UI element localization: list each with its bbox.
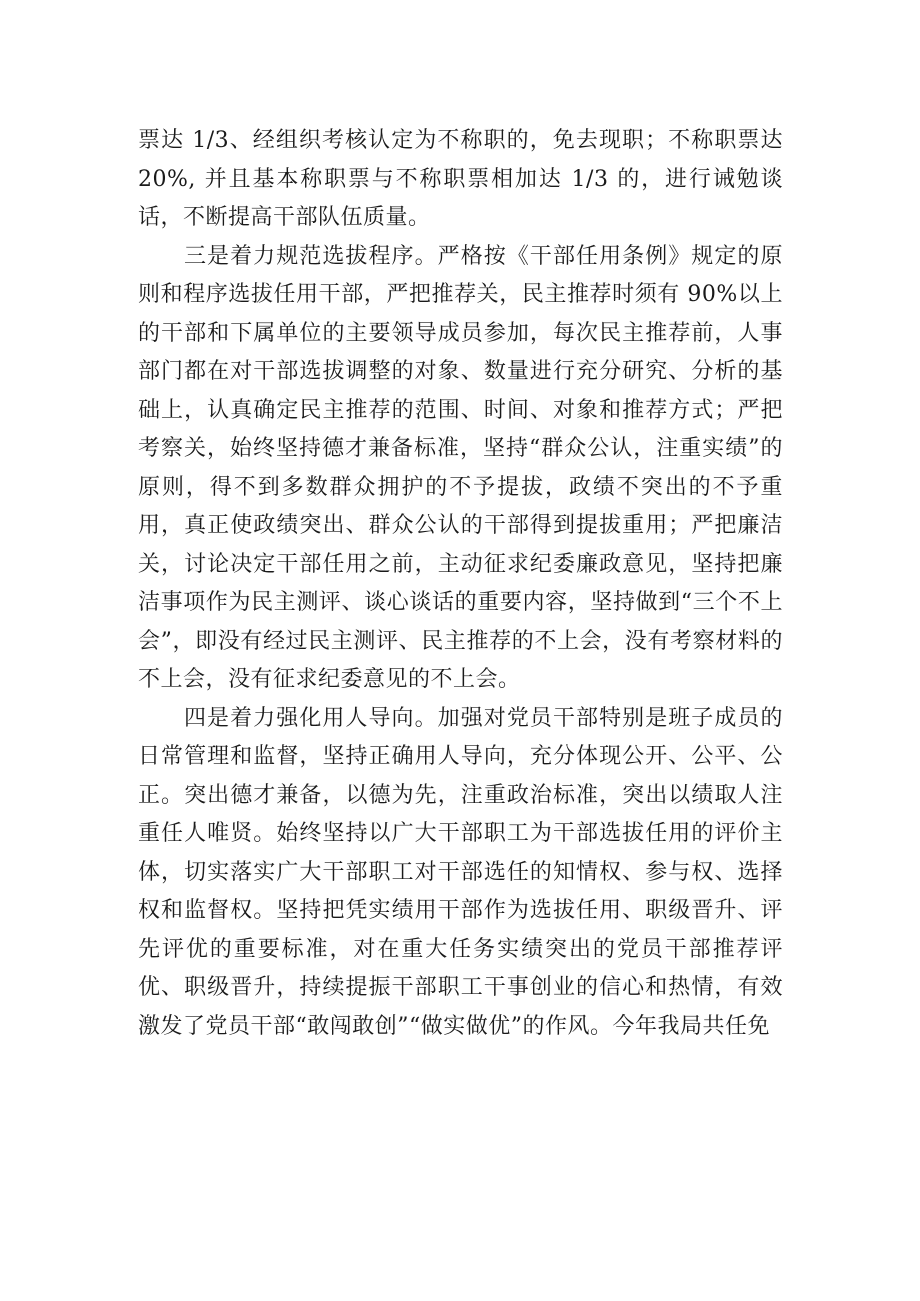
paragraph-continuation: 票达 1/3、经组织考核认定为不称职的，免去现职；不称职票达 20%, 并且基本称职票与不称职票相加达 1/3 的，进行诫勉谈话，不断提高干部队伍质量。 xyxy=(138,128,783,230)
document-body xyxy=(138,122,783,1046)
paragraph-employment-orientation: 四是着力强化用人导向。加强对党员干部特别是班子成员的日常管理和监督，坚持正确用人导向，充分体现公开、公平、公正。突出德才兼备，以德为先，注重政治标准，突出以绩取人注重任人唯贤。始终坚持以广大干部职工为干部选拔任用的评价主体，切实落实广大干部职工对干部选任的知情权、参与权、选择权和监督权。坚持把凭实绩用干部作为选拔任用、职级晋升、评先评优的重要标准，对在重大任务实绩突出的党员干部推荐评优、职级晋升，持续提振干部职工干事创业的信心和热情，有效激发了党员干部“敢闯敢创”“做实做优”的作风。今年我局共任免 xyxy=(138,705,783,1039)
paragraph-selection-procedure: 三是着力规范选拔程序。严格按《干部任用条例》规定的原则和程序选拔任用干部，严把推荐关，民主推荐时须有 90%以上的干部和下属单位的主要领导成员参加，每次民主推荐前，人事部门都在对干部选拔调整的对象、数量进行充分研究、分析的基础上，认真确定民主推荐的范围、时间、对象和推荐方式；严把考察关，始终坚持德才兼备标准，坚持“群众公认，注重实绩”的原则，得不到多数群众拥护的不予提拔，政绩不突出的不予重用，真正使政绩突出、群众公认的干部得到提拔重用；严把廉洁关，讨论决定干部任用之前，主动征求纪委廉政意见，坚持把廉洁事项作为民主测评、谈心谈话的重要内容，坚持做到“三个不上会”，即没有经过民主测评、民主推荐的不上会，没有考察材料的不上会，没有征求纪委意见的不上会。 xyxy=(138,243,783,692)
